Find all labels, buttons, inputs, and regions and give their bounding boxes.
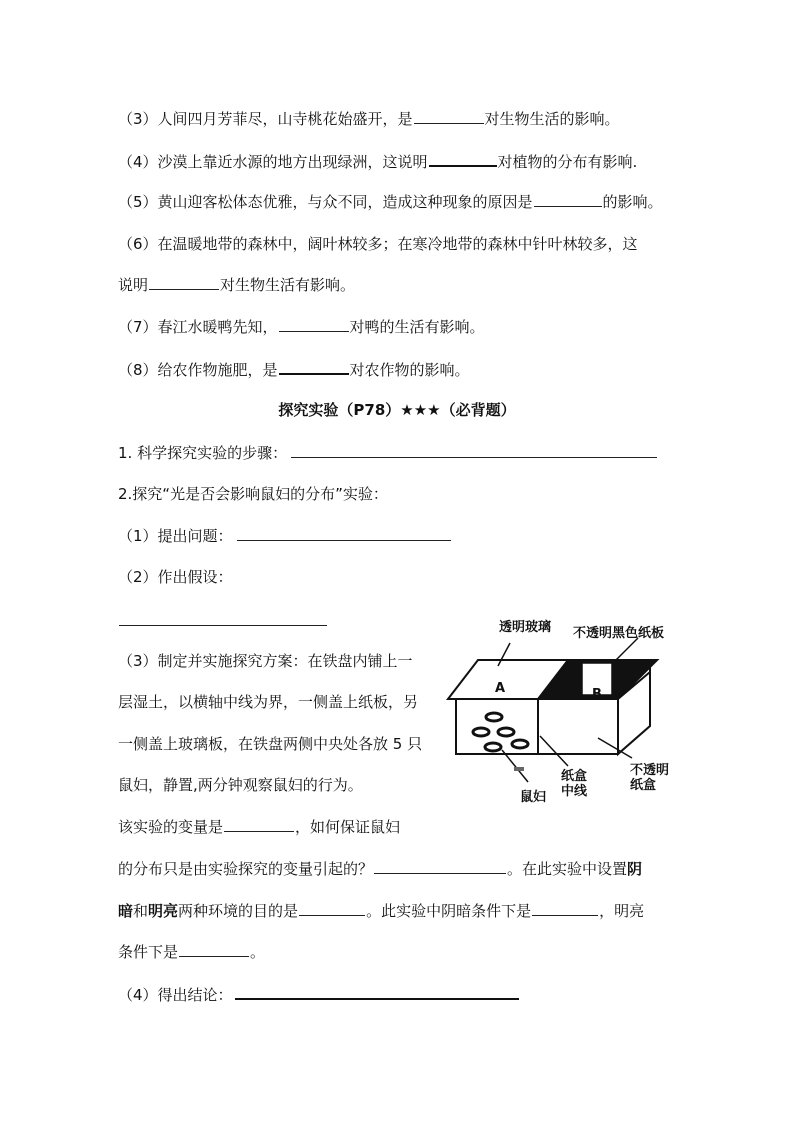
side-a-label: A [495, 681, 506, 696]
question-5: （5）黄山迎客松体态优雅，与众不同，造成这种现象的原因是 的影响。 [118, 193, 663, 211]
purpose-question: 暗和明亮两种环境的目的是 。此实验中阴暗条件下是 ，明亮 [118, 902, 645, 920]
midline-label-line-2: 中线 [561, 784, 588, 799]
question-7: （7）春江水暖鸭先知， 对鸭的生活有影响。 [118, 318, 485, 336]
bright-condition-question: 条件下是 。 [118, 943, 266, 961]
opaque-board-label: 不透明黑色纸板 [573, 626, 665, 641]
hypothesis-answer-line[interactable] [119, 625, 327, 626]
midline-label-line-1: 纸盒 [561, 769, 588, 784]
answer-blank[interactable] [279, 317, 349, 332]
answer-blank[interactable] [532, 901, 598, 916]
variable-question: 该实验的变量是 ，如何保证鼠妇 [118, 818, 401, 836]
steps-answer-line[interactable] [291, 443, 657, 458]
conclusion-answer-line[interactable] [235, 984, 519, 1000]
section-title: 探究实验（P78）★★★（必背题） [278, 401, 516, 419]
answer-blank[interactable] [179, 942, 249, 957]
answer-blank[interactable] [299, 901, 365, 916]
step-3-line-3: 一侧盖上玻璃板，在铁盘两侧中央处各放 5 只 [118, 735, 423, 753]
glass-label: 透明玻璃 [499, 620, 552, 635]
answer-blank[interactable] [414, 109, 484, 124]
question-answer-line[interactable] [237, 526, 451, 541]
step-4: （4）得出结论： [118, 984, 520, 1005]
item-1-steps: 1. 科学探究实验的步骤： [118, 443, 658, 463]
step-3-line-4: 鼠妇，静置,两分钟观察鼠妇的行为。 [118, 776, 363, 794]
answer-blank[interactable] [224, 817, 294, 832]
answer-blank[interactable] [374, 859, 506, 874]
experiment-figure [440, 600, 680, 815]
side-b-label: B [592, 687, 602, 702]
step-3-line-1: （3）制定并实施探究方案：在铁盘内铺上一 [118, 652, 413, 670]
answer-blank[interactable] [534, 192, 602, 207]
answer-blank[interactable] [429, 151, 497, 167]
stray-mark [514, 767, 524, 771]
question-6-line-1: （6）在温暖地带的森林中，阔叶林较多；在寒冷地带的森林中针叶林较多，这 [118, 235, 638, 253]
question-3: （3）人间四月芳菲尽，山寺桃花始盛开，是 对生物生活的影响。 [118, 110, 620, 128]
question-6-line-2: 说明 对生物生活有影响。 [118, 276, 356, 294]
opaque-box-label-line-2: 纸盒 [630, 778, 657, 793]
step-2: （2）作出假设： [118, 568, 233, 586]
answer-blank[interactable] [279, 359, 349, 375]
woodlouse-label: 鼠妇 [520, 790, 547, 805]
step-3-line-2: 层湿土，以横轴中线为界，一侧盖上纸板，另 [118, 693, 419, 711]
guarantee-question: 的分布只是由实验探究的变量引起的？ 。在此实验中设置阴 [118, 860, 643, 878]
step-1: （1）提出问题： [118, 526, 452, 546]
question-8: （8）给农作物施肥，是 对农作物的影响。 [118, 361, 470, 379]
item-2-title: 2.探究“光是否会影响鼠妇的分布”实验： [118, 485, 388, 503]
opaque-box-label-line-1: 不透明 [630, 763, 670, 778]
answer-blank[interactable] [149, 275, 219, 290]
question-4: （4）沙漠上靠近水源的地方出现绿洲，这说明 对植物的分布有影响. [118, 153, 638, 171]
